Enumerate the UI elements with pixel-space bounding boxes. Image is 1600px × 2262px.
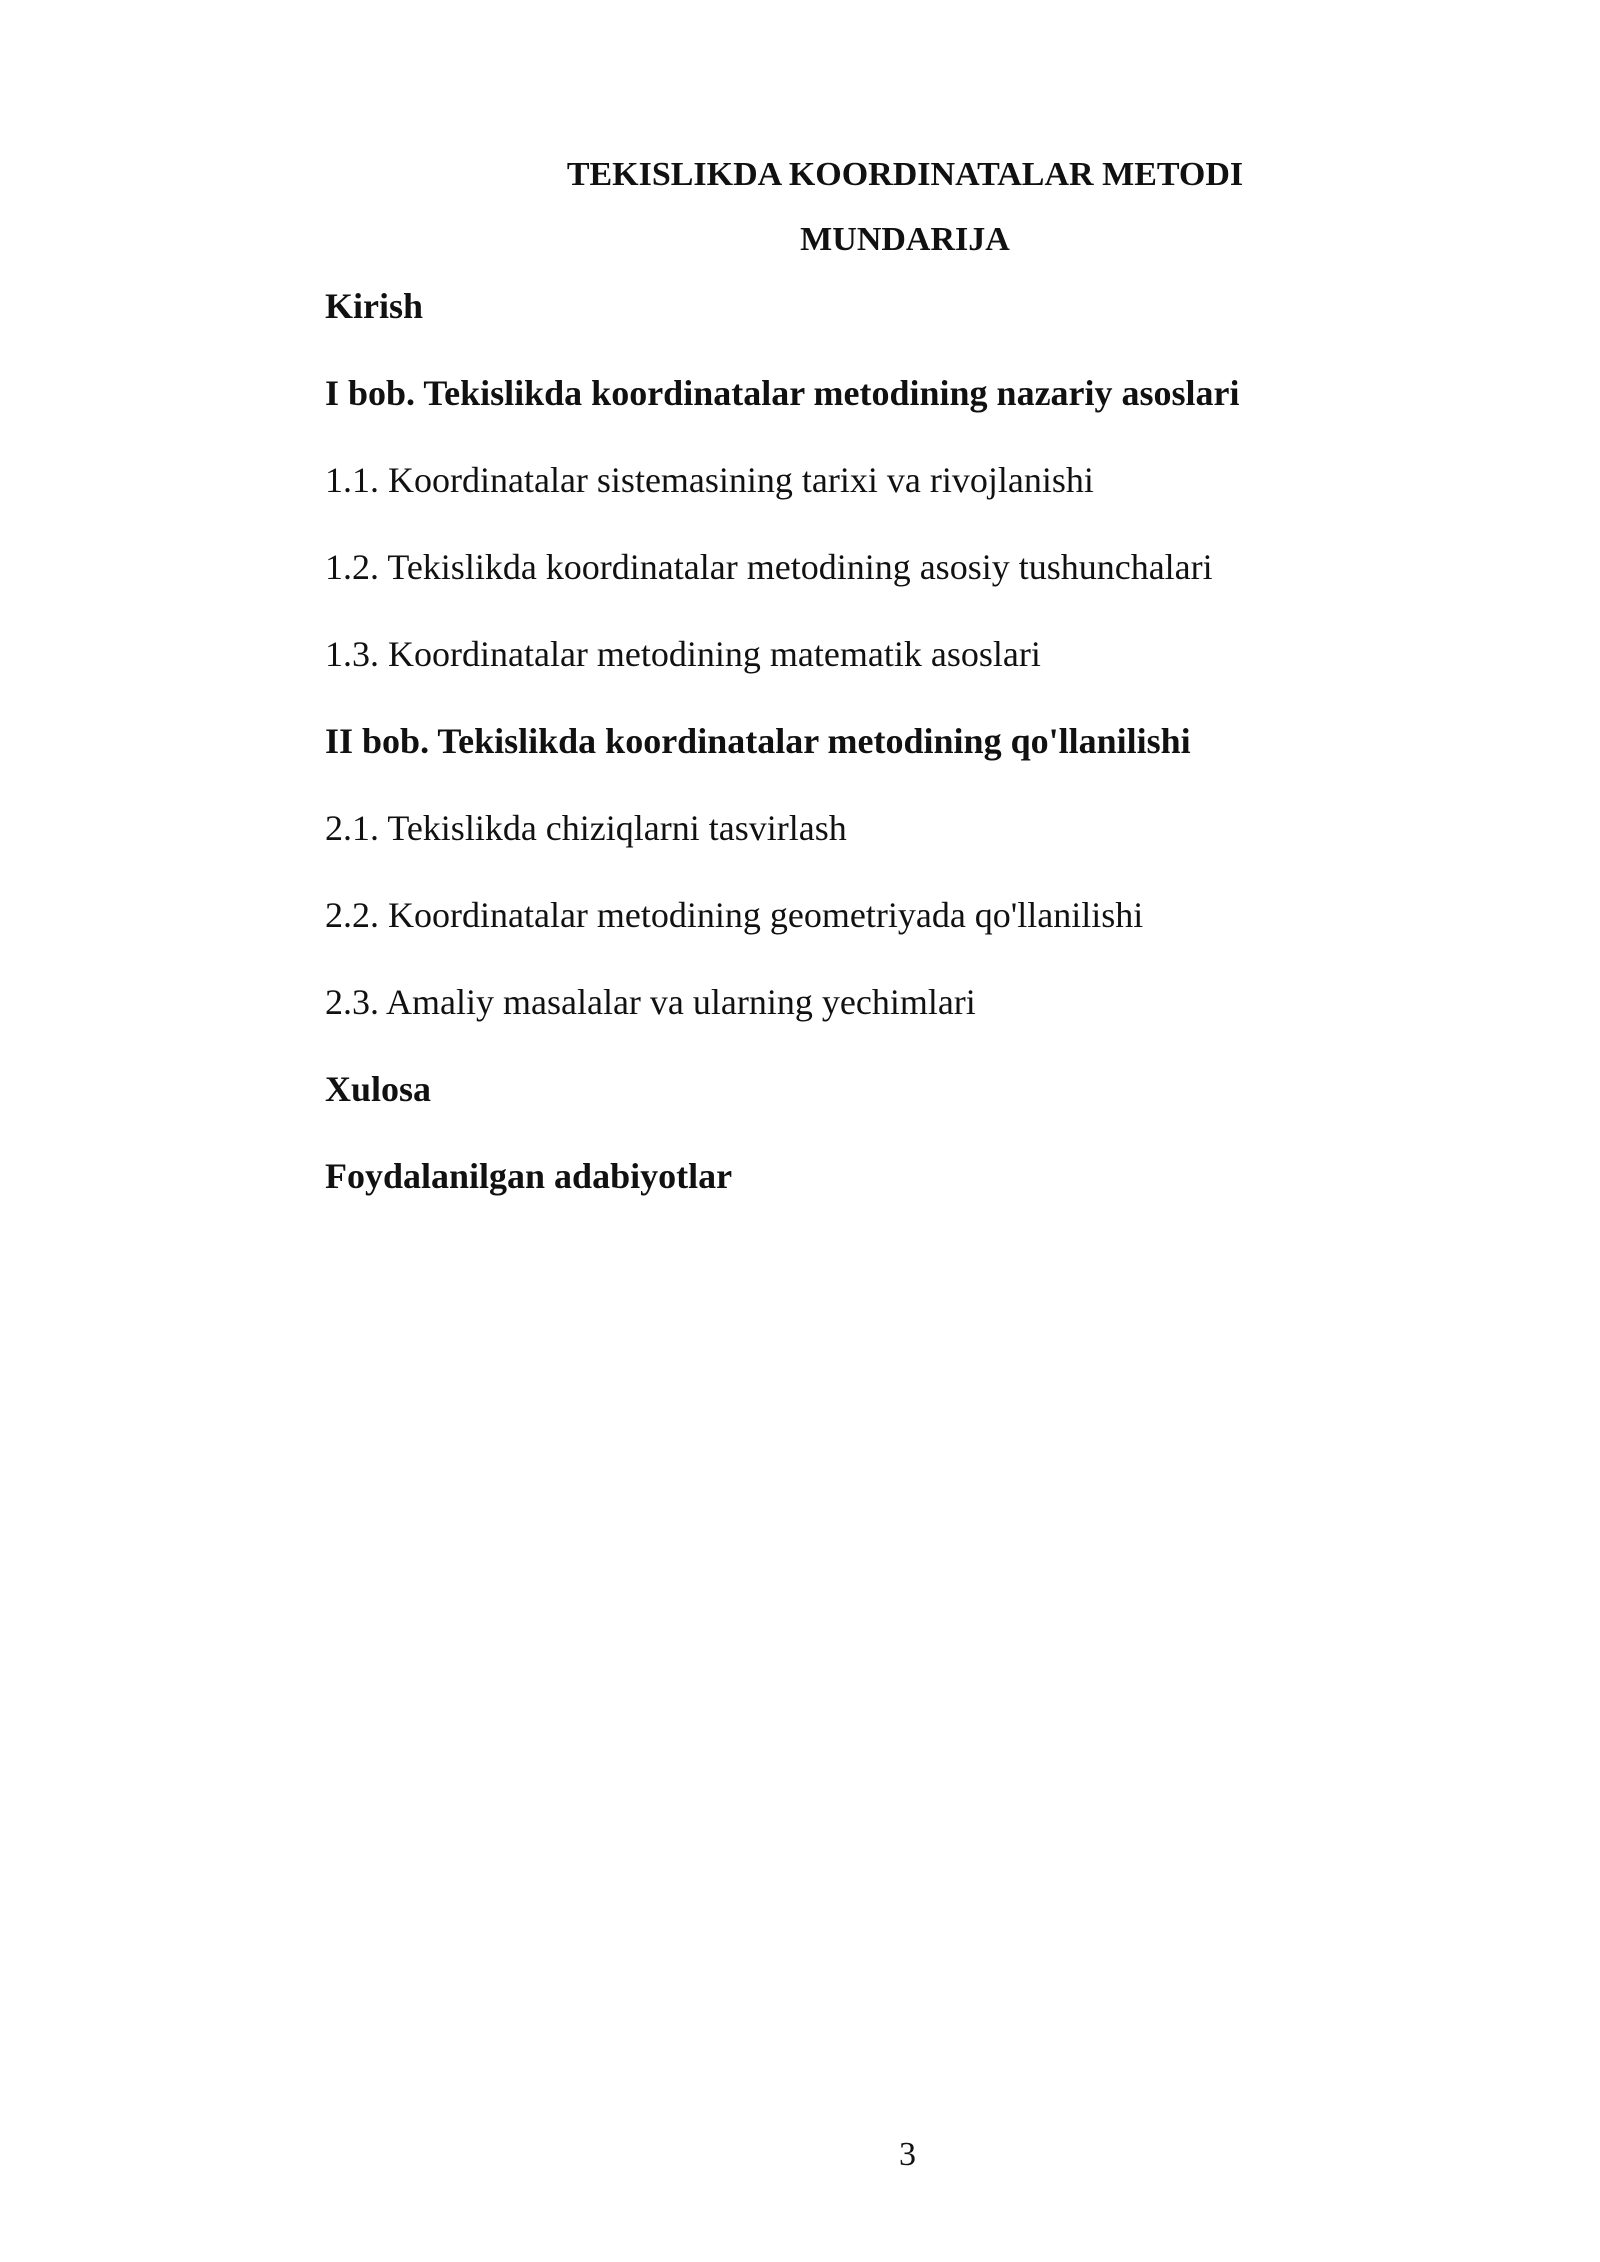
toc-item-1-3: 1.3. Koordinatalar metodining matematik asoslari — [325, 634, 1041, 674]
toc-item-2-2: 2.2. Koordinatalar metodining geometriyada qo'llanilishi — [325, 895, 1144, 935]
toc-item-2-1: 2.1. Tekislikda chiziqlarni tasvirlash — [325, 808, 847, 848]
toc-item-2-3: 2.3. Amaliy masalalar va ularning yechimlari — [325, 982, 976, 1022]
toc-item-1-1: 1.1. Koordinatalar sistemasining tarixi va rivojlanishi — [325, 460, 1094, 500]
toc-item-kirish: Kirish — [325, 286, 424, 326]
toc-item-1-2: 1.2. Tekislikda koordinatalar metodining asosiy tushunchalari — [325, 547, 1213, 587]
toc-heading: MUNDARIJA — [800, 221, 1010, 258]
toc-item-xulosa: Xulosa — [325, 1069, 432, 1109]
page-number: 3 — [899, 2136, 916, 2173]
toc-item-references: Foydalanilgan adabiyotlar — [325, 1156, 733, 1196]
table-of-contents — [325, 286, 1325, 1243]
document-title: TEKISLIKDA KOORDINATALAR METODI — [566, 156, 1244, 193]
toc-item-chapter-1: I bob. Tekislikda koordinatalar metodining nazariy asoslari — [325, 373, 1240, 413]
toc-item-chapter-2: II bob. Tekislikda koordinatalar metodining qo'llanilishi — [325, 721, 1191, 761]
